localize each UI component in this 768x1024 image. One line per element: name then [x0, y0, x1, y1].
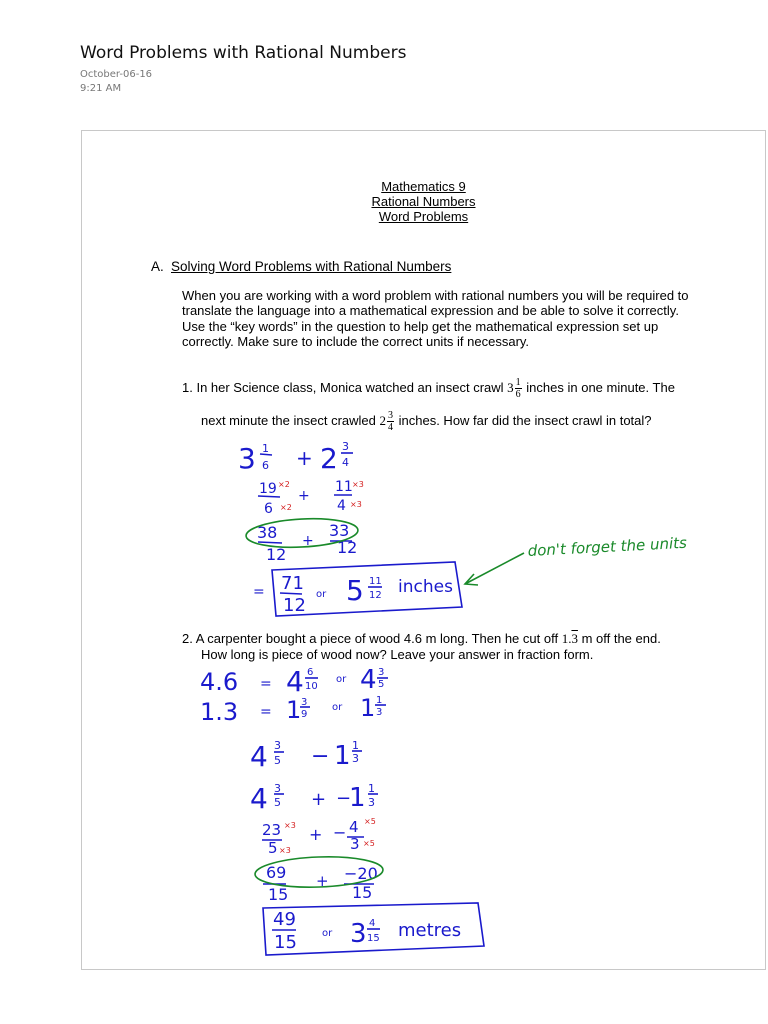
hw-text: + — [311, 789, 327, 810]
hw-text: 4 — [250, 782, 268, 815]
hw-text: 3 — [301, 697, 308, 708]
q2-text: 2. A carpenter bought a piece of wood 4.6 m long. Then he cut off — [182, 631, 559, 646]
hw-text: 6 — [262, 459, 269, 472]
hw-text: 4 — [342, 456, 349, 469]
hw-text: 23 — [262, 821, 282, 839]
hw-text: 1 — [376, 695, 383, 706]
denominator: 4 — [388, 422, 393, 433]
hw-text: 49 — [273, 909, 296, 930]
hw-text: 5 — [274, 796, 281, 809]
section-letter: A. — [151, 259, 164, 274]
hw-text: 38 — [257, 523, 278, 542]
hw-multiplier: ×2 — [278, 480, 290, 489]
hw-text: −20 — [344, 864, 378, 883]
hw-text: 5 — [274, 754, 281, 767]
hw-text: 12 — [337, 538, 358, 557]
hw-text: − — [333, 823, 347, 842]
hw-text: 6 — [307, 667, 314, 678]
q1-text: inches. How far did the insect crawl in total? — [398, 412, 652, 428]
hw-text: 4 — [286, 665, 304, 698]
hw-text: 3 — [368, 796, 375, 809]
hw-text: or — [322, 928, 333, 939]
hw-multiplier: ×3 — [350, 500, 362, 509]
hw-arrowhead — [465, 574, 478, 585]
hw-text: 1 — [286, 696, 302, 724]
hw-text: inches — [398, 577, 453, 597]
hw-multiplier: ×3 — [279, 846, 291, 855]
note-date: October-06-16 — [80, 69, 153, 80]
hw-text: 3 — [342, 440, 349, 453]
q2-value-whole: 1. — [561, 631, 572, 646]
hw-fraction-bar — [258, 496, 280, 497]
intro-line: translate the language into a mathematical expression and be able to solve it correctly. — [182, 303, 679, 319]
question-2-line-2: How long is piece of wood now? Leave your answer in fraction form. — [201, 647, 594, 662]
hw-text: 33 — [329, 521, 350, 540]
hw-text: 3 — [350, 919, 367, 949]
hw-fraction-bar — [258, 542, 282, 543]
hw-text: 4 — [349, 818, 359, 836]
hw-text: = — [260, 704, 272, 720]
hw-text: = — [253, 584, 265, 600]
hw-text: 9 — [301, 709, 308, 720]
hw-arrow — [465, 553, 524, 584]
numerator: 3 — [388, 410, 393, 421]
hw-text: metres — [398, 920, 462, 941]
hw-multiplier: ×2 — [280, 503, 292, 512]
header-line-2: Rational Numbers — [371, 194, 476, 209]
hw-text: 15 — [268, 885, 289, 904]
hw-text: 1 — [360, 694, 376, 722]
hw-text: 1 — [352, 739, 359, 752]
hw-text: 1 — [334, 741, 351, 771]
hw-multiplier: ×3 — [284, 821, 296, 830]
q1-mixed-whole: 3 — [507, 379, 514, 395]
hw-text: 12 — [369, 590, 382, 601]
hw-text: + — [298, 488, 310, 504]
hw-text: 3 — [350, 835, 360, 853]
hw-text: 2 — [320, 442, 338, 475]
hw-text: 5 — [378, 679, 385, 690]
q1-text: 1. In her Science class, Monica watched an insect crawl — [182, 379, 504, 395]
hw-text: 5 — [268, 839, 278, 857]
header-line-3: Word Problems — [378, 209, 469, 224]
hw-text: 3 — [352, 752, 359, 765]
hw-text: 15 — [352, 883, 373, 902]
intro-line: When you are working with a word problem with rational numbers you will be required to — [182, 288, 689, 303]
q2-value-repeat: 3 — [571, 631, 578, 646]
hw-text: 3 — [376, 707, 383, 718]
hw-text: or — [336, 674, 347, 685]
hw-text: 4 — [369, 918, 376, 929]
note-title: Word Problems with Rational Numbers — [80, 43, 407, 63]
hw-text: 12 — [283, 595, 306, 616]
hw-text: 3 — [274, 739, 281, 752]
hw-text: − — [311, 744, 330, 769]
hw-text: 1 — [368, 782, 375, 795]
hw-text: 11 — [369, 576, 382, 587]
hw-text: 10 — [305, 681, 318, 692]
header-line-1: Mathematics 9 — [381, 179, 466, 194]
numerator: 1 — [515, 377, 521, 388]
hw-text: or — [332, 702, 343, 713]
hw-text: 69 — [266, 863, 287, 882]
q1-text: inches in one minute. The — [526, 379, 675, 395]
hw-text: 1.3 — [200, 698, 239, 726]
section-title: Solving Word Problems with Rational Numbers — [171, 259, 452, 274]
hw-text: 4.6 — [200, 668, 239, 696]
hw-text: + — [302, 533, 314, 549]
hw-text: 19 — [259, 481, 277, 497]
q1-text: next minute the insect crawled — [201, 412, 376, 428]
intro-line: Use the “key words” in the question to help get the mathematical expression set up — [182, 318, 659, 334]
q2-text: m off the end. — [581, 631, 661, 646]
hw-text: 5 — [346, 574, 364, 607]
hw-fraction-bar — [280, 593, 302, 594]
hw-text: 3 — [238, 442, 256, 475]
hw-text: − — [336, 788, 352, 809]
hw-text: 4 — [250, 740, 268, 773]
hw-text: 12 — [266, 545, 287, 564]
hw-text: 15 — [367, 933, 380, 944]
hw-text: 3 — [274, 782, 281, 795]
hw-text: + — [316, 872, 329, 890]
hw-text: + — [309, 825, 323, 844]
hw-units-note: don't forget the units — [527, 533, 688, 560]
hw-multiplier: ×5 — [363, 839, 375, 848]
q1-mixed-whole: 2 — [379, 412, 386, 428]
hw-text: = — [260, 676, 272, 692]
hw-text: 15 — [274, 932, 297, 953]
hw-text: 11 — [335, 479, 353, 495]
intro-line: correctly. Make sure to include the correct units if necessary. — [182, 333, 530, 349]
hw-multiplier: ×3 — [352, 480, 364, 489]
hw-multiplier: ×5 — [364, 817, 376, 826]
hw-text: 1 — [262, 442, 269, 455]
hw-text: 4 — [337, 498, 346, 514]
hw-text: 3 — [378, 667, 385, 678]
hw-text: 6 — [264, 501, 273, 517]
hw-fraction-bar — [260, 454, 272, 455]
hw-text: 4 — [360, 665, 377, 695]
denominator: 6 — [515, 389, 521, 400]
hw-text: 71 — [281, 573, 304, 594]
note-time: 9:21 AM — [80, 83, 122, 94]
hw-text: or — [316, 589, 327, 600]
hw-text: 1 — [349, 783, 366, 813]
hw-text: + — [296, 446, 313, 470]
